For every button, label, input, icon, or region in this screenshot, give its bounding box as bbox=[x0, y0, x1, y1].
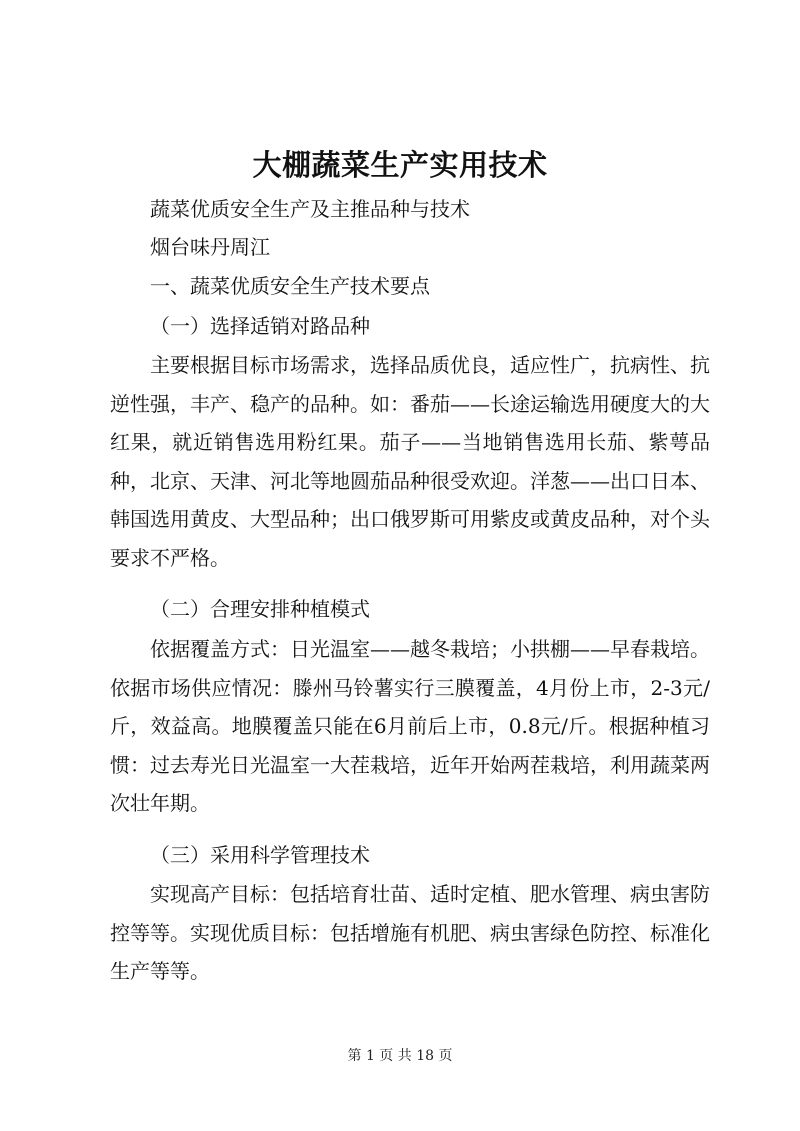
subsection-heading-3: （三）采用科学管理技术 bbox=[150, 843, 370, 867]
page-number: 第 1 页 共 18 页 bbox=[347, 1048, 453, 1064]
subsection-heading-2: （二）合理安排种植模式 bbox=[150, 597, 370, 621]
paragraph-1: 主要根据目标市场需求，选择品质优良，适应性广，抗病性、抗逆性强，丰产、稳产的品种。如：番茄——长途运输选用硬度大的大红果，就近销售选用粉红果。茄子——当地销售选用长茄、紫萼品种，北京、天津、河北等地圆茄品种很受欢迎。洋葱——出口日本、韩国选用黄皮、大型品种；出口俄罗斯可用紫皮或黄皮品种，对个头要求不严格。 bbox=[110, 353, 710, 570]
document-title: 大棚蔬菜生产实用技术 bbox=[252, 148, 548, 182]
paragraph-2: 依据覆盖方式：日光温室——越冬栽培；小拱棚——早春栽培。依据市场供应情况：滕州马铃薯实行三膜覆盖，4月份上市，2-3元/斤，效益高。地膜覆盖只能在6月前后上市，0.8元/斤。根据种植习惯：过去寿光日光温室一大茬栽培，近年开始两茬栽培，利用蔬菜两次壮年期。 bbox=[110, 637, 710, 815]
section-heading: 一、蔬菜优质安全生产技术要点 bbox=[150, 274, 430, 298]
subtitle: 蔬菜优质安全生产及主推品种与技术 bbox=[150, 197, 470, 221]
subsection-heading-1: （一）选择适销对路品种 bbox=[150, 314, 370, 338]
paragraph-3: 实现高产目标：包括培育壮苗、适时定植、肥水管理、病虫害防控等等。实现优质目标：包括增施有机肥、病虫害绿色防控、标准化生产等等。 bbox=[110, 882, 710, 983]
author-line: 烟台味丹周江 bbox=[150, 235, 270, 259]
